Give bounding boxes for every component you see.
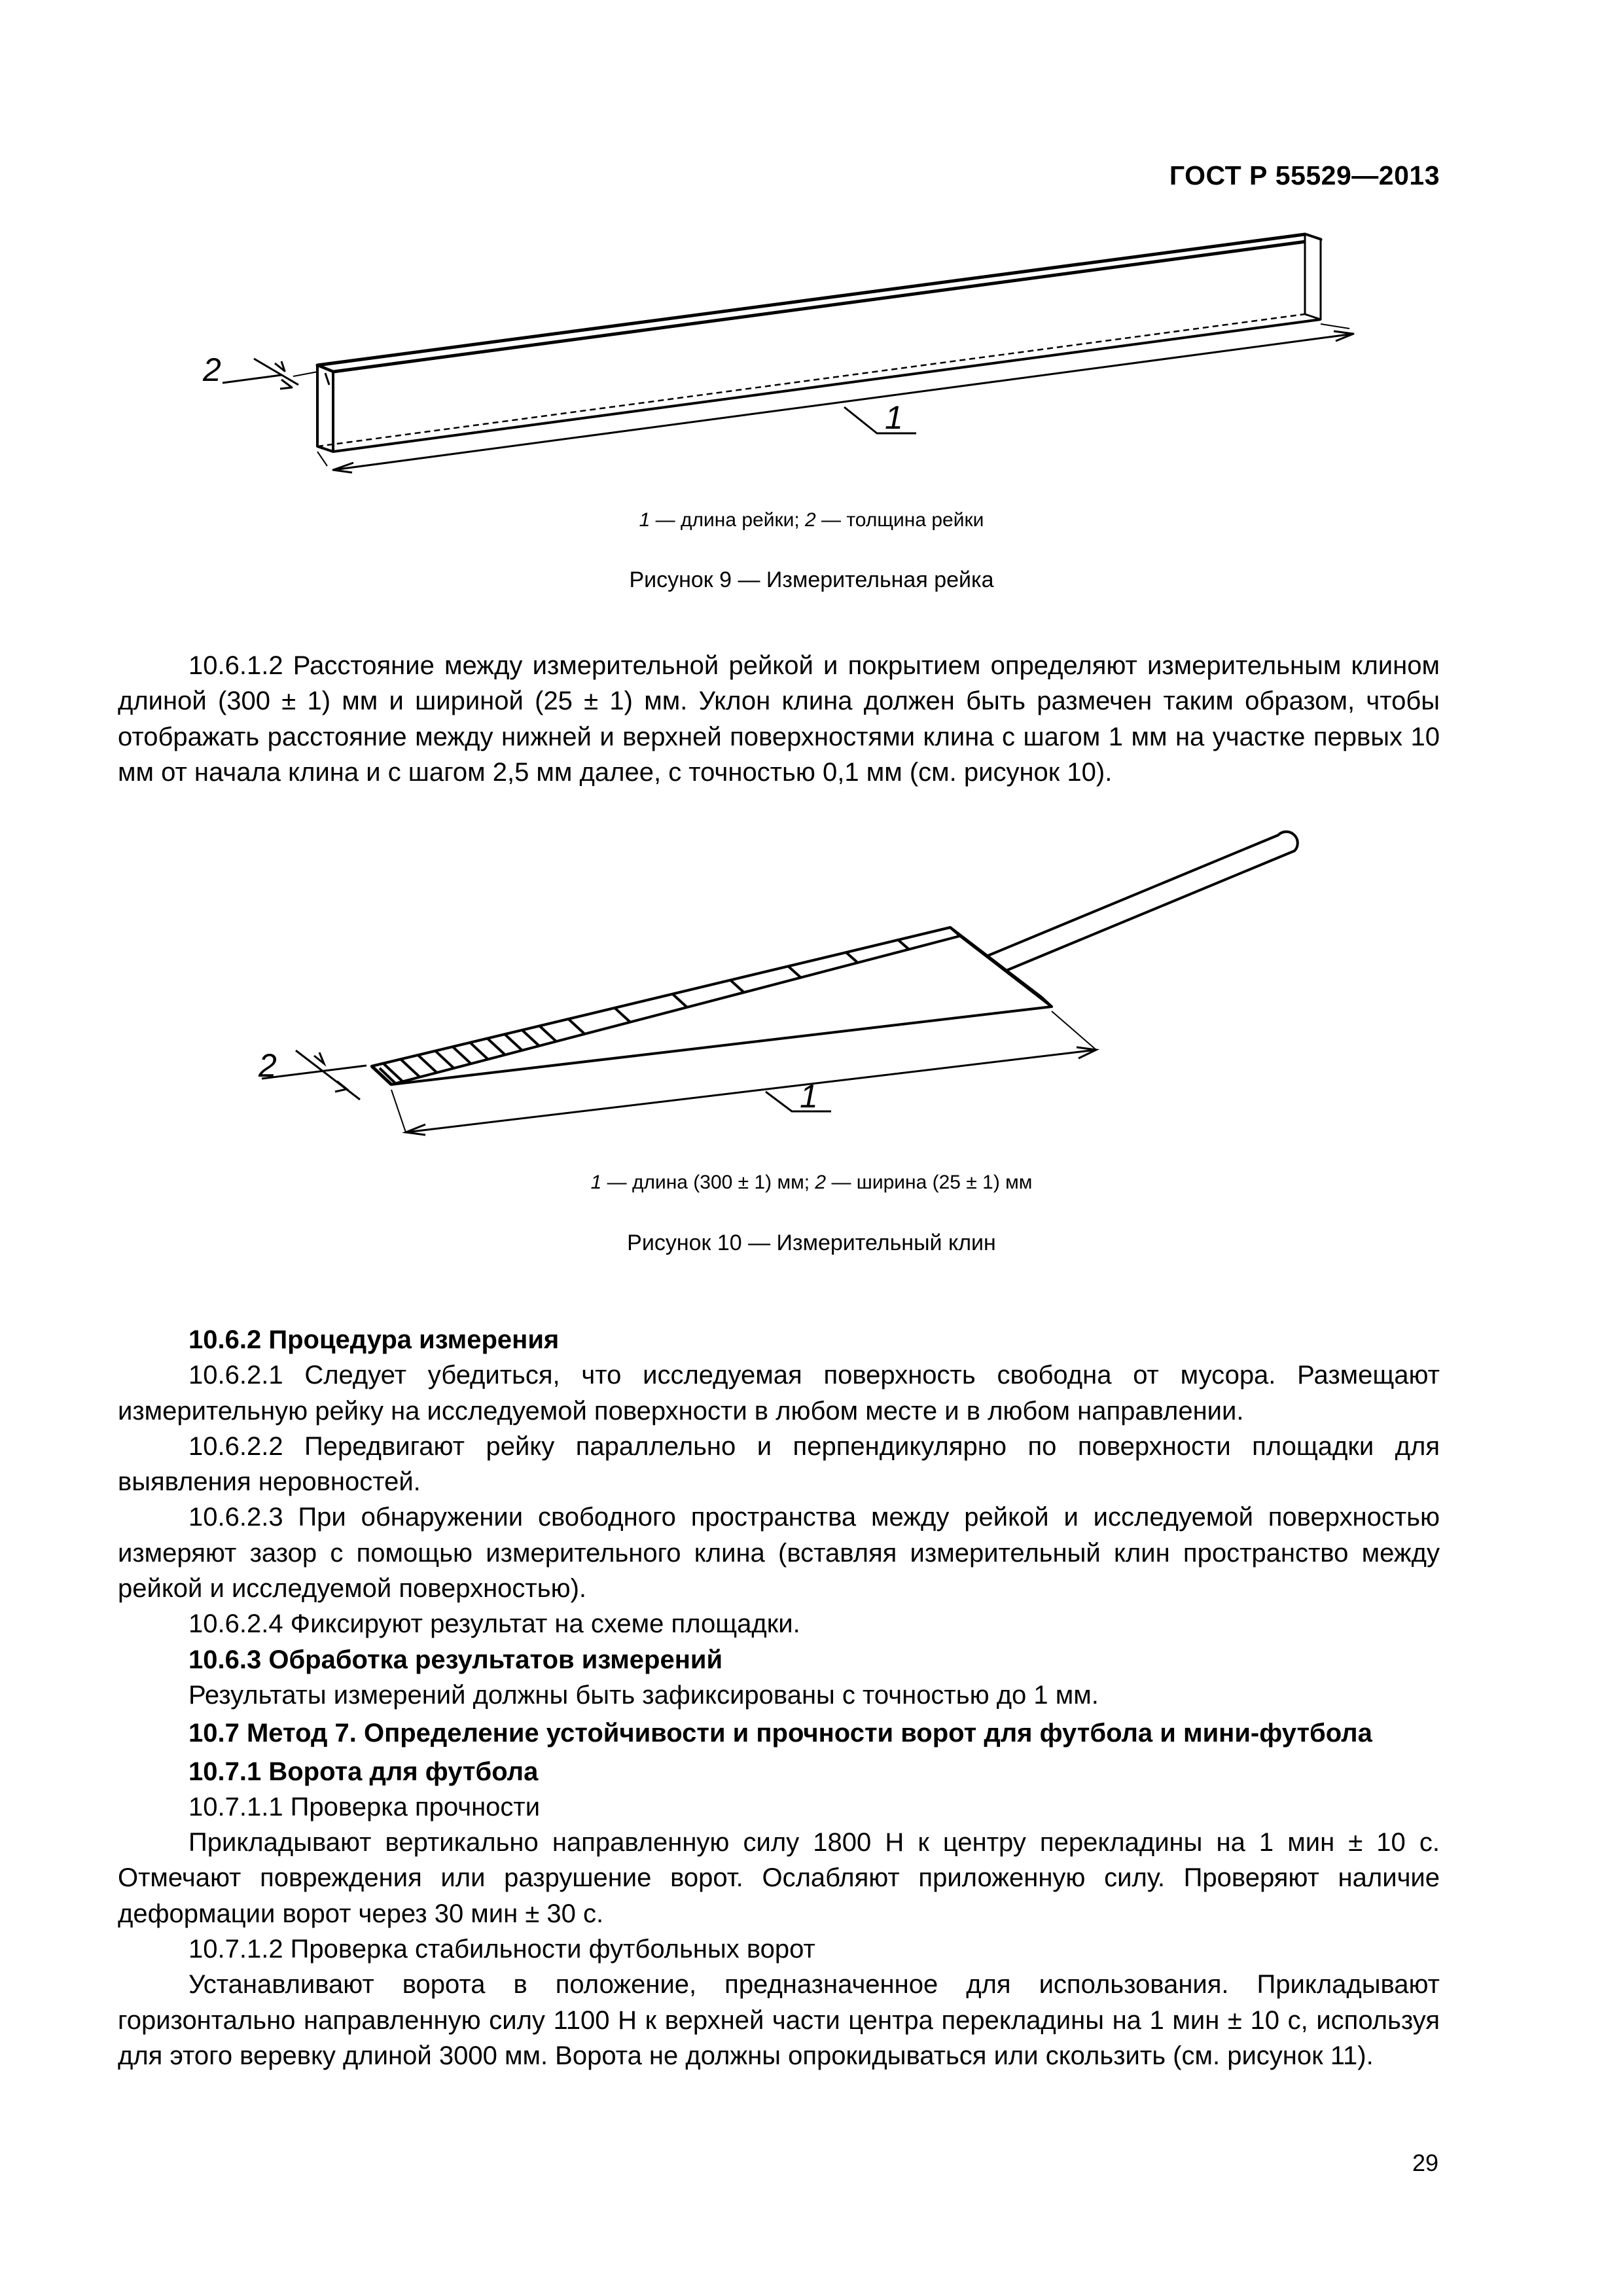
paragraph-10-6-2-1: 10.6.2.1 Следует убедиться, что исследуемая поверхность свободна от мусора. Размещают измерительную рейку на исследуемой поверхности в любом месте и в любом направлении.	[118, 1361, 1440, 1426]
figure-10-measuring-wedge	[0, 818, 1623, 1145]
paragraph-strength: Прикладывают вертикально направленную силу 1800 Н к центру перекладины на 1 мин ± 10 с. Отмечают повреждения или разрушение ворот. Ослабляют приложенную силу. Проверяют наличие деформации ворот через 30 мин ± 30 с.	[118, 1828, 1440, 1928]
figure-9-measuring-rail	[0, 223, 1623, 497]
paragraph-10-6-2-2: 10.6.2.2 Передвигают рейку параллельно и перпендикулярно по поверхности площадки для выявления неровностей.	[118, 1431, 1440, 1497]
legend-number: 1	[590, 1172, 602, 1193]
figure-10-label-1: 1	[800, 1078, 818, 1115]
heading-10-6-2: 10.6.2 Процедура измерения	[188, 1325, 560, 1354]
legend-number: 2	[815, 1172, 827, 1193]
figure-10-label-2: 2	[259, 1047, 277, 1084]
figure-9-label-1: 1	[885, 399, 903, 436]
figure-9-label-2: 2	[203, 351, 221, 388]
heading-10-6-3: 10.6.3 Обработка результатов измерений	[188, 1645, 723, 1674]
paragraph-10-6-2-3: 10.6.2.3 При обнаружении свободного пространства между рейкой и исследуемой поверхностью измеряют зазор с помощью измерительного клина (вставляя измерительный клин пространство между рейкой и исследуемой поверхностью).	[118, 1503, 1440, 1604]
legend-text: — длина (300 ± 1) мм;	[601, 1172, 815, 1193]
page-number: 29	[1412, 2149, 1438, 2176]
figure-10-legend	[0, 1172, 1623, 1194]
legend-number: 1	[639, 509, 651, 531]
paragraph-10-7-1-2: 10.7.1.2 Проверка стабильности футбольных ворот	[188, 1935, 815, 1964]
legend-text: — ширина (25 ± 1) мм	[826, 1172, 1033, 1193]
paragraph-stability: Устанавливают ворота в положение, предназначенное для использования. Прикладывают горизонтально направленную силу 1100 Н к верхней части центра перекладины на 1 мин ± 10 с, используя для этого веревку длиной 3000 мм. Ворота не должны опрокидываться или скользить (см. рисунок 11).	[118, 1970, 1440, 2070]
paragraph-10-6-3: Результаты измерений должны быть зафиксированы с точностью до 1 мм.	[188, 1680, 1099, 1710]
paragraph-10-7-1-1: 10.7.1.1 Проверка прочности	[188, 1792, 541, 1821]
heading-10-7: 10.7 Метод 7. Определение устойчивости и прочности ворот для футбола и мини-футбола	[188, 1719, 1372, 1748]
document-header: ГОСТ Р 55529—2013	[1169, 160, 1440, 190]
legend-text: — длина рейки;	[650, 509, 806, 531]
paragraph-10-6-1-2: 10.6.1.2 Расстояние между измерительной рейкой и покрытием определяют измерительным клином длиной (300 ± 1) мм и шириной (25 ± 1) мм. Уклон клина должен быть размечен таким образом, чтобы отображать расстояние между нижней и верхней поверхностями клина с шагом 1 мм на участке первых 10 мм от начала клина и с шагом 2,5 мм далее, с точностью 0,1 мм (см. рисунок 10).	[118, 651, 1440, 787]
paragraph-10-6-2-4: 10.6.2.4 Фиксируют результат на схеме площадки.	[188, 1609, 800, 1639]
figure-9-legend	[0, 509, 1623, 531]
legend-text: — толщина рейки	[815, 509, 984, 531]
figure-9-title: Рисунок 9 — Измерительная рейка	[629, 567, 994, 592]
figure-10-title: Рисунок 10 — Измерительный клин	[627, 1230, 996, 1255]
legend-number: 2	[805, 509, 816, 531]
heading-10-7-1: 10.7.1 Ворота для футбола	[188, 1757, 539, 1786]
